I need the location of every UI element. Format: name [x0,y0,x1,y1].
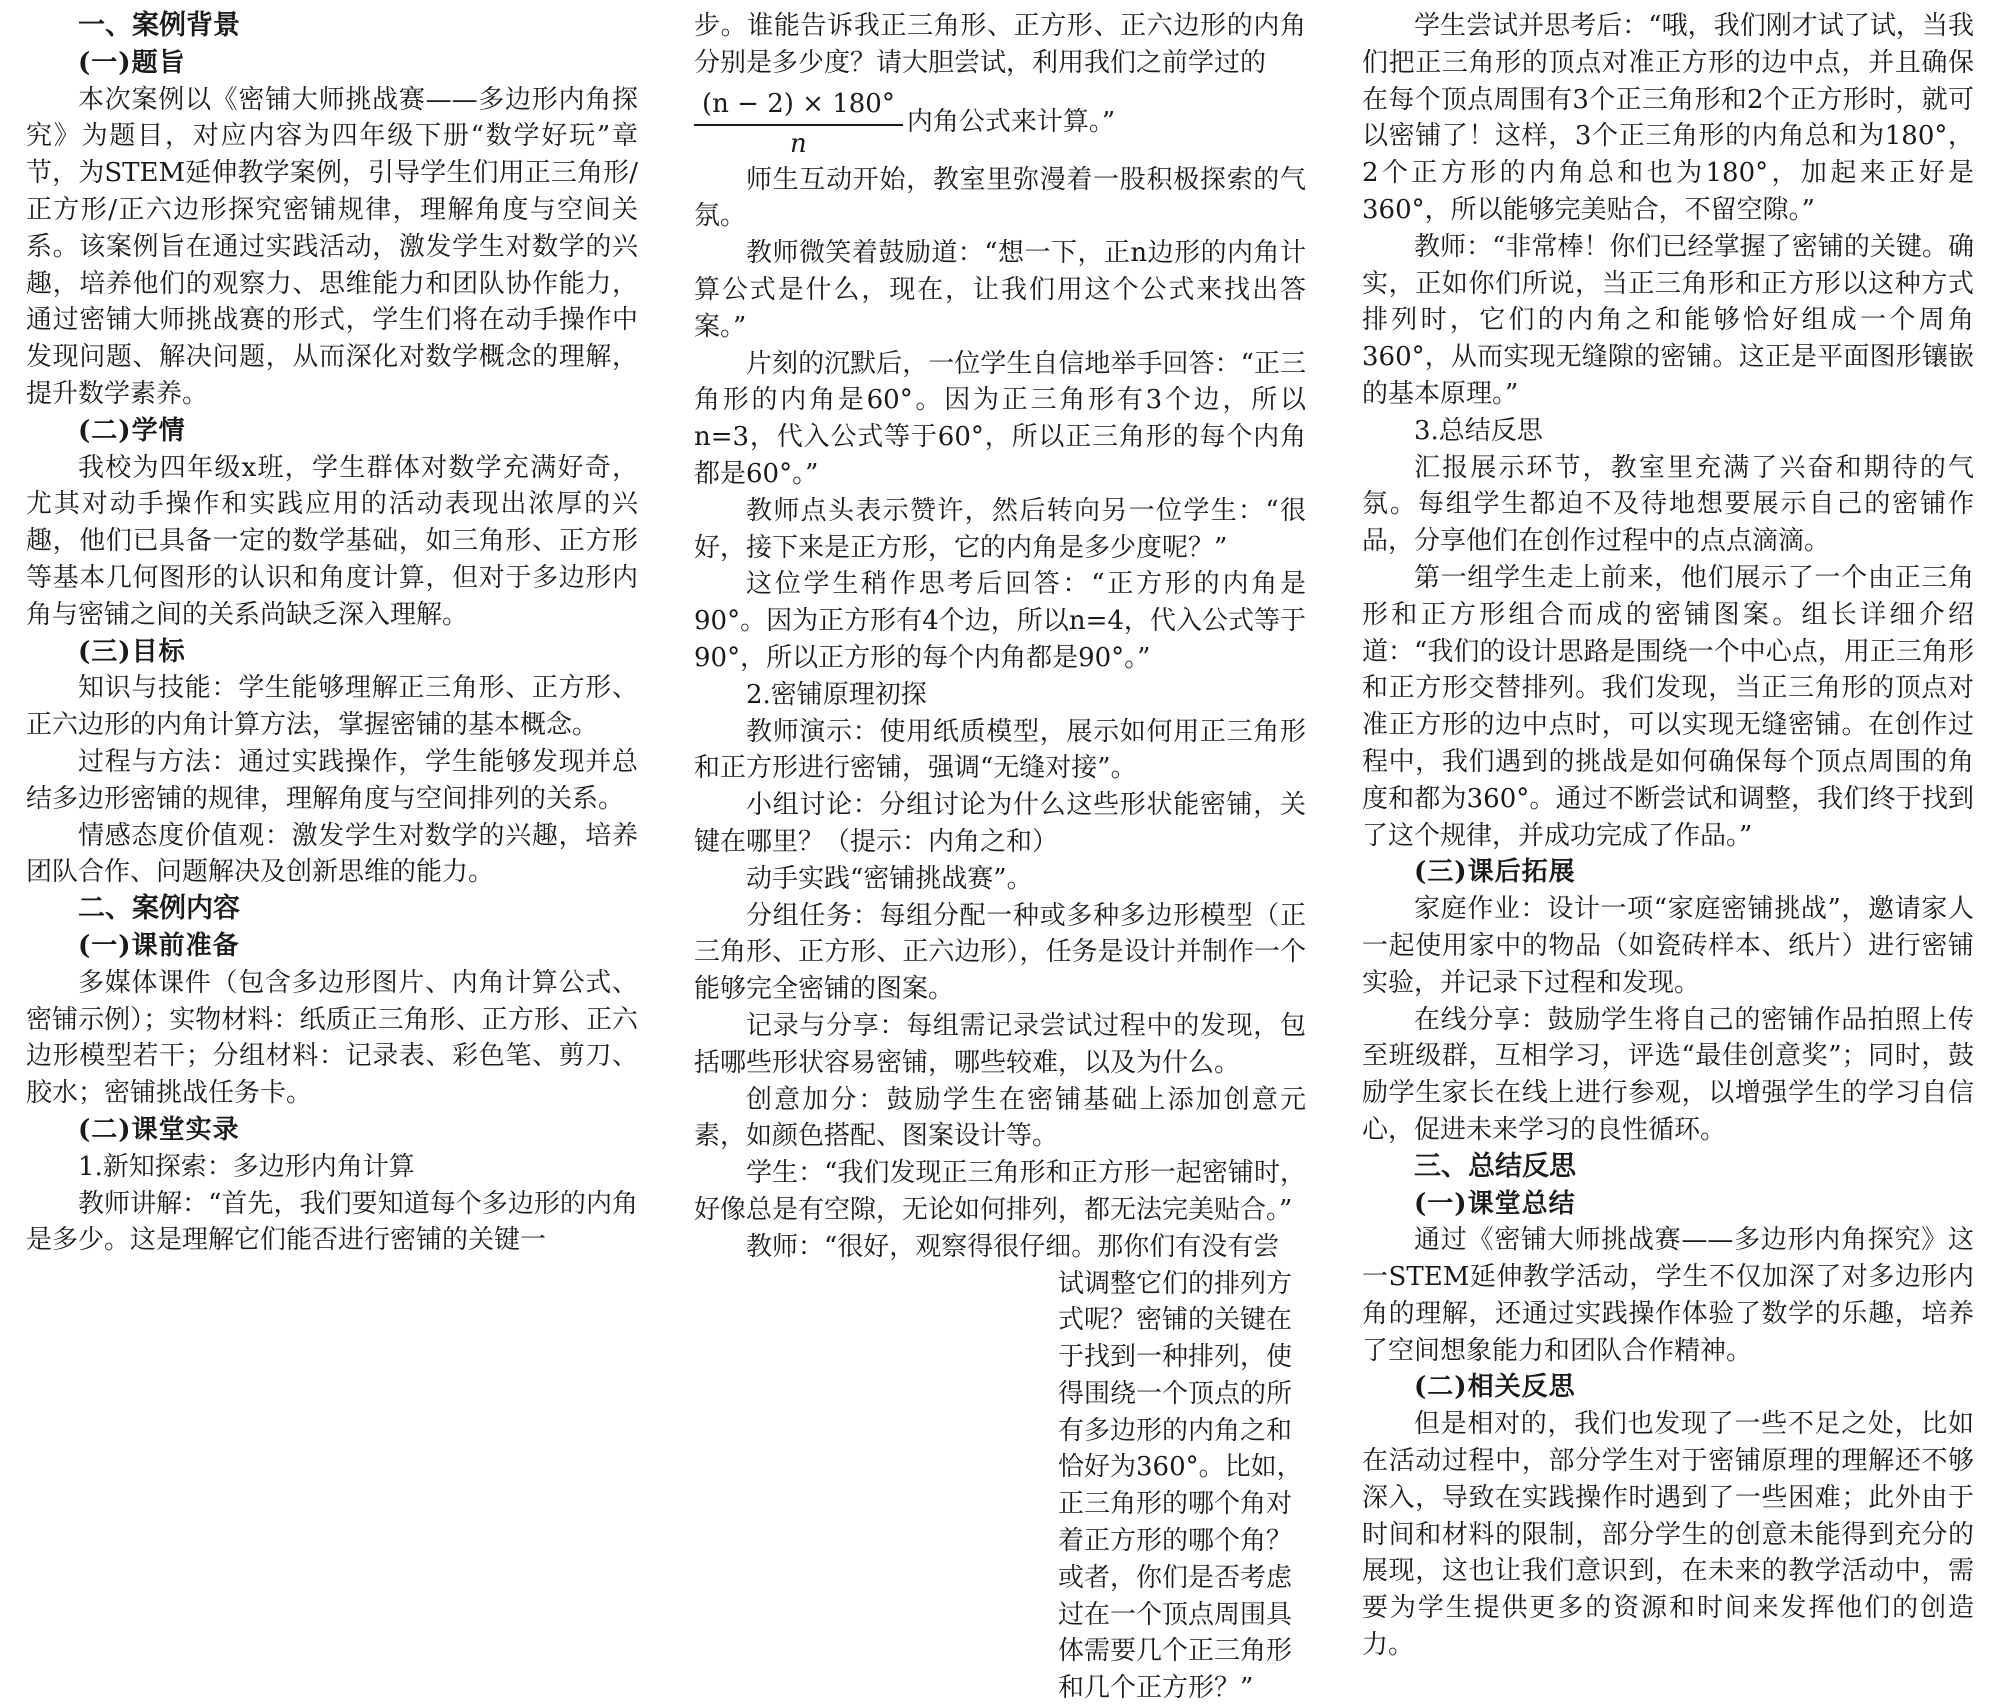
paragraph: 学生尝试并思考后：“哦，我们刚才试了试，当我们把正三角形的顶点对准正方形的边中点，并且确保在每个顶点周围有3个正三角形和2个正方形时，就可以密铺了！这样，3个正三角形的内角总和为180°，2个正方形的内角总和也为180°，加起来正好是360°，所以能够完美贴合，不留空隙。” [1362,8,1974,229]
paragraph: 2.密铺原理初探 [694,677,1306,714]
subheading-preparation: (一)课前准备 [26,928,638,965]
paragraph: 教师演示：使用纸质模型，展示如何用正三角形和正方形进行密铺，强调“无缝对接”。 [694,714,1306,788]
paragraph: 家庭作业：设计一项“家庭密铺挑战”，邀请家人一起使用家中的物品（如瓷砖样本、纸片）进行密铺实验，并记录下过程和发现。 [1362,891,1974,1001]
paragraph: 片刻的沉默后，一位学生自信地举手回答：“正三角形的内角是60°。因为正三角形有3个边，所以n=3，代入公式等于60°，所以正三角形的每个内角都是60°。” [694,346,1306,493]
paragraph: 过程与方法：通过实践操作，学生能够发现并总结多边形密铺的规律，理解角度与空间排列的关系。 [26,744,638,818]
section-heading-reflection: 三、总结反思 [1362,1149,1974,1186]
paragraph: 创意加分：鼓励学生在密铺基础上添加创意元素，如颜色搭配、图案设计等。 [694,1082,1306,1156]
paragraph-narrow: 试调整它们的排列方式呢？密铺的关键在于找到一种排列，使得围绕一个顶点的所有多边形的内角之和恰好为360°。比如，正三角形的哪个角对着正方形的哪个角？或者，你们是否考虑过在一个顶点周围具体需要几个正三角形和几个正方形？” [1058,1266,1308,1707]
paragraph: 1.新知探索：多边形内角计算 [26,1149,638,1186]
paragraph: 情感态度价值观：激发学生对数学的兴趣，培养团队合作、问题解决及创新思维的能力。 [26,818,638,892]
subheading-classroom-record: (二)课堂实录 [26,1112,638,1149]
paragraph: 本次案例以《密铺大师挑战赛——多边形内角探究》为题目，对应内容为四年级下册“数学好玩”章节，为STEM延伸教学案例，引导学生们用正三角形/正方形/正六边形探究密铺规律，理解角度与空间关系。该案例旨在通过实践活动，激发学生对数学的兴趣，培养他们的观察力、思维能力和团队协作能力，通过密铺大师挑战赛的形式，学生们将在动手操作中发现问题、解决问题，从而深化对数学概念的理解，提升数学素养。 [26,82,638,413]
paragraph: 记录与分享：每组需记录尝试过程中的发现，包括哪些形状容易密铺，哪些较难，以及为什么。 [694,1008,1306,1082]
column-3 [1362,8,1974,1664]
paragraph: 教师讲解：“首先，我们要知道每个多边形的内角是多少。这是理解它们能否进行密铺的关键一 [26,1186,638,1260]
formula-denominator: n [694,126,903,162]
subheading-objectives: (三)目标 [26,634,638,671]
interior-angle-formula [694,84,903,162]
paragraph: 通过《密铺大师挑战赛——多边形内角探究》这一STEM延伸教学活动，学生不仅加深了对多边形内角的理解，还通过实践操作体验了数学的乐趣，培养了空间想象能力和团队合作精神。 [1362,1222,1974,1369]
section-heading-background: 一、案例背景 [26,8,638,45]
column-1 [26,8,638,1259]
paragraph: 知识与技能：学生能够理解正三角形、正方形、正六边形的内角计算方法，掌握密铺的基本概念。 [26,670,638,744]
paragraph: 学生：“我们发现正三角形和正方形一起密铺时，好像总是有空隙，无论如何排列，都无法完美贴合。” [694,1155,1306,1229]
paragraph: 动手实践“密铺挑战赛”。 [694,861,1306,898]
section-heading-content: 二、案例内容 [26,891,638,928]
paragraph: 我校为四年级x班，学生群体对数学充满好奇，尤其对动手操作和实践应用的活动表现出浓厚的兴趣，他们已具备一定的数学基础，如三角形、正方形等基本几何图形的认识和角度计算，但对于多边形内角与密铺之间的关系尚缺乏深入理解。 [26,450,638,634]
formula-tail-text: 内角公式来计算。” [907,107,1115,137]
formula-paragraph [694,84,1306,162]
paragraph: 教师：“很好，观察得很仔细。那你们有没有尝 [694,1229,1306,1266]
column-2 [694,8,1306,1707]
paragraph: 师生互动开始，教室里弥漫着一股积极探索的气氛。 [694,162,1306,236]
paragraph: 3.总结反思 [1362,413,1974,450]
paragraph: 教师微笑着鼓励道：“想一下，正n边形的内角计算公式是什么，现在，让我们用这个公式来找出答案。” [694,235,1306,345]
formula-numerator: (n − 2) × 180° [694,84,903,126]
paragraph: 分组任务：每组分配一种或多种多边形模型（正三角形、正方形、正六边形），任务是设计并制作一个能够完全密铺的图案。 [694,898,1306,1008]
subheading-reflection: (二)相关反思 [1362,1369,1974,1406]
subheading-extension: (三)课后拓展 [1362,854,1974,891]
subheading-learning-situation: (二)学情 [26,413,638,450]
paragraph: 第一组学生走上前来，他们展示了一个由正三角形和正方形组合而成的密铺图案。组长详细介绍道：“我们的设计思路是围绕一个中心点，用正三角形和正方形交替排列。我们发现，当正三角形的顶点对准正方形的边中点时，可以实现无缝密铺。在创作过程中，我们遇到的挑战是如何确保每个顶点周围的角度和都为360°。通过不断尝试和调整，我们终于找到了这个规律，并成功完成了作品。” [1362,560,1974,854]
subheading-summary: (一)课堂总结 [1362,1186,1974,1223]
paragraph: 步。谁能告诉我正三角形、正方形、正六边形的内角分别是多少度？请大胆尝试，利用我们之前学过的 [694,8,1306,82]
paragraph: 这位学生稍作思考后回答：“正方形的内角是90°。因为正方形有4个边，所以n=4，代入公式等于90°，所以正方形的每个内角都是90°。” [694,566,1306,676]
paragraph: 教师：“非常棒！你们已经掌握了密铺的关键。确实，正如你们所说，当正三角形和正方形以这种方式排列时，它们的内角之和能够恰好组成一个周角360°，从而实现无缝隙的密铺。这正是平面图形镶嵌的基本原理。” [1362,229,1974,413]
paragraph: 但是相对的，我们也发现了一些不足之处，比如在活动过程中，部分学生对于密铺原理的理解还不够深入，导致在实践操作时遇到了一些困难；此外由于时间和材料的限制，部分学生的创意未能得到充分的展现，这也让我们意识到，在未来的教学活动中，需要为学生提供更多的资源和时间来发挥他们的创造力。 [1362,1406,1974,1664]
paragraph: 在线分享：鼓励学生将自己的密铺作品拍照上传至班级群，互相学习，评选“最佳创意奖”；同时，鼓励学生家长在线上进行参观，以增强学生的学习自信心，促进未来学习的良性循环。 [1362,1002,1974,1149]
paragraph: 汇报展示环节，教室里充满了兴奋和期待的气氛。每组学生都迫不及待地想要展示自己的密铺作品，分享他们在创作过程中的点点滴滴。 [1362,450,1974,560]
paragraph: 多媒体课件（包含多边形图片、内角计算公式、密铺示例）；实物材料：纸质正三角形、正方形、正六边形模型若干；分组材料：记录表、彩色笔、剪刀、胶水；密铺挑战任务卡。 [26,965,638,1112]
subheading-theme: (一)题旨 [26,45,638,82]
paragraph: 小组讨论：分组讨论为什么这些形状能密铺，关键在哪里？（提示：内角之和） [694,787,1306,861]
paragraph: 教师点头表示赞许，然后转向另一位学生：“很好，接下来是正方形，它的内角是多少度呢？” [694,493,1306,567]
